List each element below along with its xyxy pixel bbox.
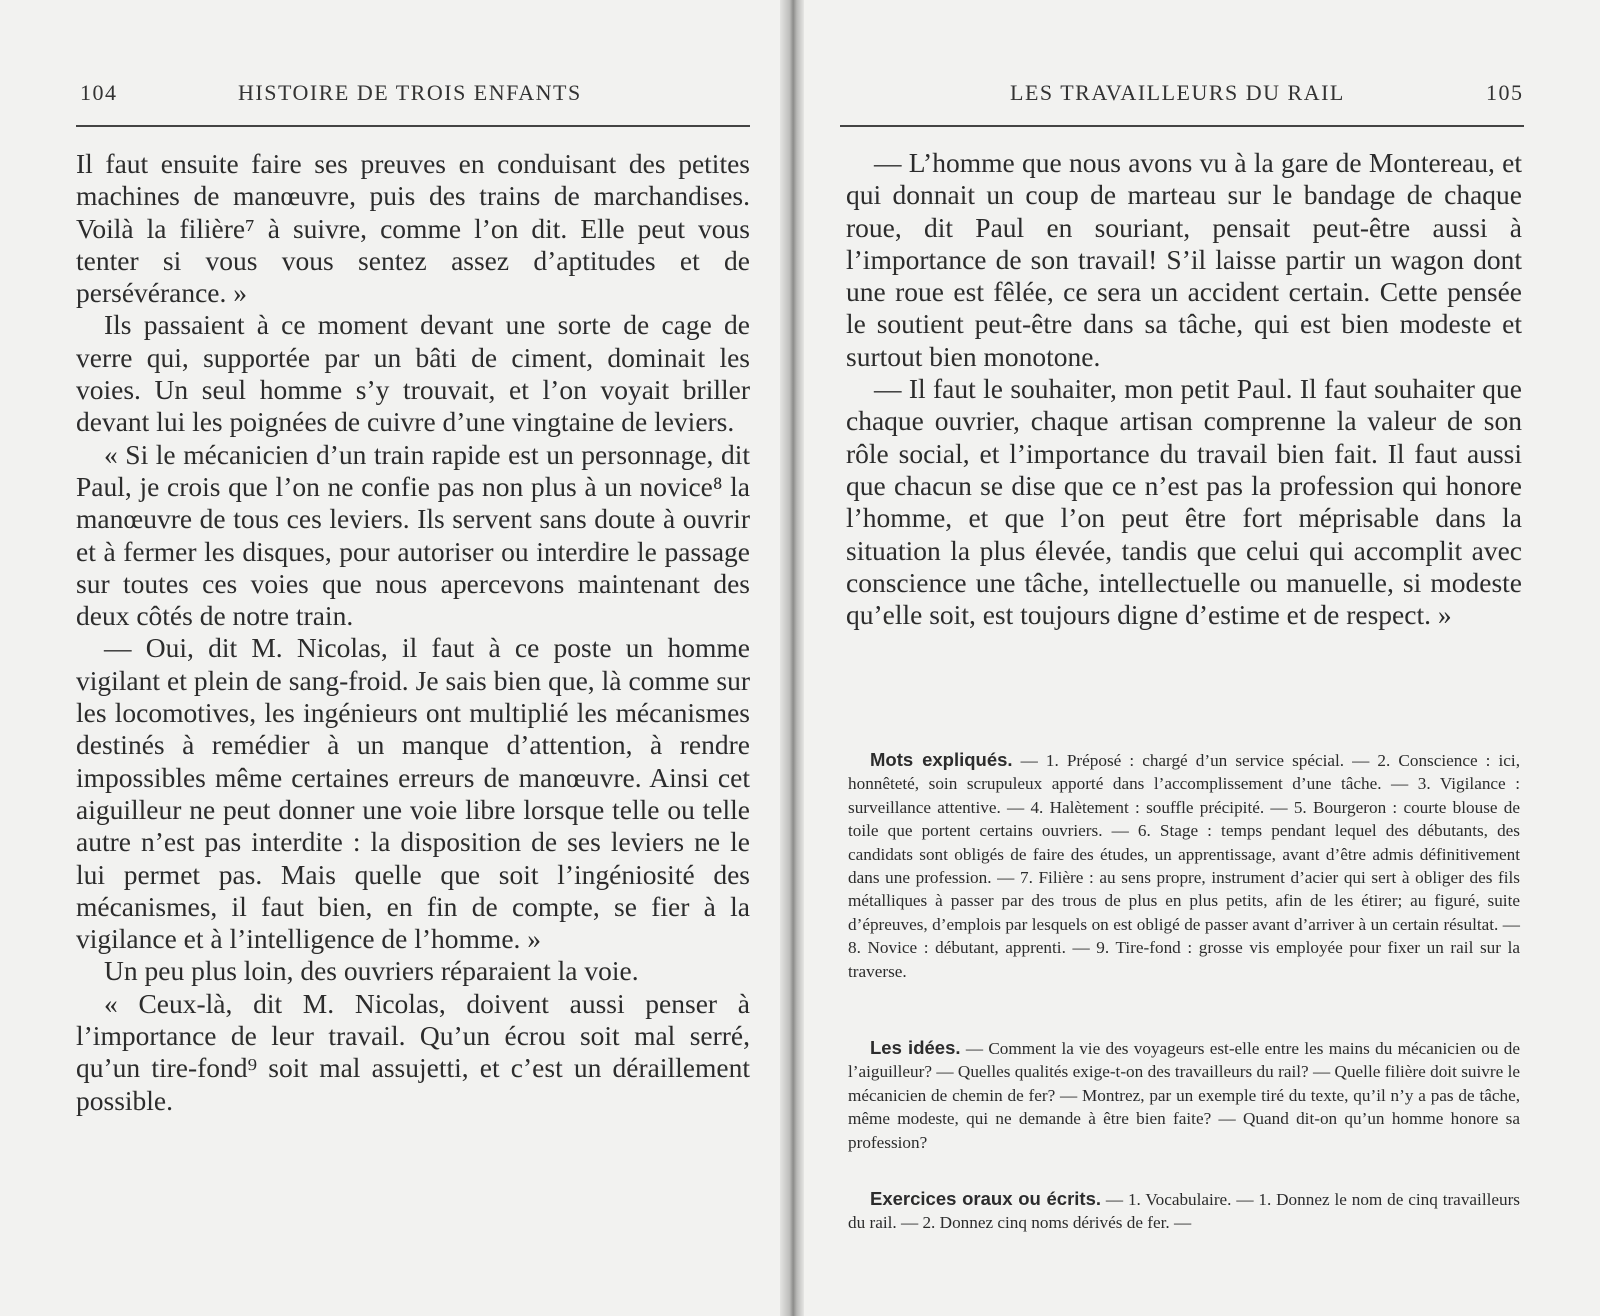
- left-page: [0, 0, 780, 1316]
- left-body-text: [76, 148, 750, 1117]
- page-number-left: 104: [80, 80, 118, 105]
- page-number-right: 105: [1486, 80, 1524, 105]
- paragraph: « Si le mécanicien d’un train rapide est un personnage, dit Paul, je crois que l’on ne confie pas non plus à un novice⁸ la manœuvre de tous ces leviers. Ils servent sans doute à ouvrir et à fermer les disques, pour autoriser ou interdire le passage sur toutes ces voies que nous apercevons maintenant des deux côtés de notre train.: [76, 438, 750, 632]
- mots-expliques-heading: Mots expliqués.: [870, 749, 1013, 770]
- les-idees-section: [848, 1036, 1520, 1154]
- header-rule-right: [840, 125, 1524, 127]
- paragraph: — Oui, dit M. Nicolas, il faut à ce poste un homme vigilant et plein de sang-froid. Je sais bien que, là comme sur les locomotives, les ingénieurs ont multiplié les mécanismes destinés à remédier à un manque d’attention, à rendre impossibles même certaines erreurs de manœuvre. Ainsi cet aiguilleur ne peut donner une voie libre lorsque telle ou telle autre n’est pas interdite : la disposition de ses leviers ne le lui permet pas. Mais quelle que soit l’ingéniosité des mécanismes, il faut bien, en fin de compte, se fier à la vigilance et à l’intelligence de l’homme. »: [76, 632, 750, 955]
- right-page: [804, 0, 1600, 1316]
- paragraph: Il faut ensuite faire ses preuves en conduisant des petites machines de manœuvre, puis des trains de marchandises. Voilà la filière⁷ à suivre, comme l’on dit. Elle peut vous tenter si vous vous sentez assez d’aptitudes et de persévérance. »: [76, 148, 750, 309]
- book-gutter: [780, 0, 804, 1316]
- running-title-right: LES TRAVAILLEURS DU RAIL: [1010, 80, 1345, 105]
- header-rule-left: [76, 125, 750, 127]
- running-title-left: HISTOIRE DE TROIS ENFANTS: [238, 80, 582, 105]
- paragraph: — Il faut le souhaiter, mon petit Paul. Il faut souhaiter que chaque ouvrier, chaque artisan comprenne la valeur de son rôle social, et l’importance du travail bien fait. Il faut aussi que chacun se dise que ce n’est pas la profession qui honore l’homme, et que l’on peut être fort méprisable dans la situation la plus élevée, tandis que celui qui accomplit avec conscience une tâche, intellectuelle ou manuelle, si modeste qu’elle soit, est toujours digne d’estime et de respect. »: [846, 373, 1522, 631]
- les-idees-heading: Les idées.: [870, 1037, 961, 1058]
- right-body-text: [846, 147, 1522, 631]
- paragraph: Ils passaient à ce moment devant une sorte de cage de verre qui, supportée par un bâti de ciment, dominait les voies. Un seul homme s’y trouvait, et l’on voyait briller devant lui les poignées de cuivre d’une vingtaine de leviers.: [76, 309, 750, 438]
- paragraph: Un peu plus loin, des ouvriers réparaient la voie.: [104, 955, 639, 987]
- mots-expliques-text: — 1. Préposé : chargé d’un service spécial. — 2. Conscience : ici, honnêteté, soin scrupuleux apporté dans l’accomplissement d’une tâche. — 3. Vigilance : surveillance attentive. — 4. Halètement : souffle précipité. — 5. Bourgeron : courte blouse de toile que portent certains ouvriers. — 6. Stage : temps pendant lequel des débutants, des candidats sont obligés de faire des études, un apprentissage, avant d’être admis définitivement dans une profession. — 7. Filière : au sens propre, instrument d’acier qui sert à obliger des fils métalliques à passer par des trous de plus en plus petits, afin de les étirer; au figuré, suite d’épreuves, d’emplois par lesquels on est obligé de passer avant d’arriver à un certain résultat. — 8. Novice : débutant, apprenti. — 9. Tire-fond : grosse vis employée pour fixer un rail sur la traverse.: [848, 751, 1521, 981]
- paragraph: — L’homme que nous avons vu à la gare de Montereau, et qui donnait un coup de marteau sur le bandage de chaque roue, dit Paul en souriant, pensait peut-être aussi à l’importance de son travail! S’il laisse partir un wagon dont une roue est fêlée, ce sera un accident certain. Cette pensée le soutient peut-être dans sa tâche, qui est bien modeste et surtout bien monotone.: [846, 147, 1522, 372]
- mots-expliques-section: [848, 748, 1520, 983]
- les-idees-text: — Comment la vie des voyageurs est-elle entre les mains du mécanicien ou de l’aiguilleur? — Quelles qualités exige-t-on des travailleurs du rail? — Quelle filière doit suivre le mécanicien de chemin de fer? — Montrez, par un exemple tiré du texte, qu’il n’y a pas de tâche, même modeste, qui ne demande à être bien faite? — Quand dit-on qu’un homme honore sa profession?: [848, 1039, 1520, 1152]
- paragraph: « Ceux-là, dit M. Nicolas, doivent aussi penser à l’importance de leur travail. Qu’un écrou soit mal serré, qu’un tire-fond⁹ soit mal assujetti, et c’est un déraillement possible.: [76, 987, 750, 1116]
- exercices-text: — 1. Vocabulaire. — 1. Donnez le nom de cinq travailleurs du rail. — 2. Donnez cinq noms dérivés de fer. —: [848, 1190, 1520, 1233]
- exercices-heading: Exercices oraux ou écrits.: [870, 1188, 1102, 1209]
- exercices-section: [848, 1187, 1520, 1235]
